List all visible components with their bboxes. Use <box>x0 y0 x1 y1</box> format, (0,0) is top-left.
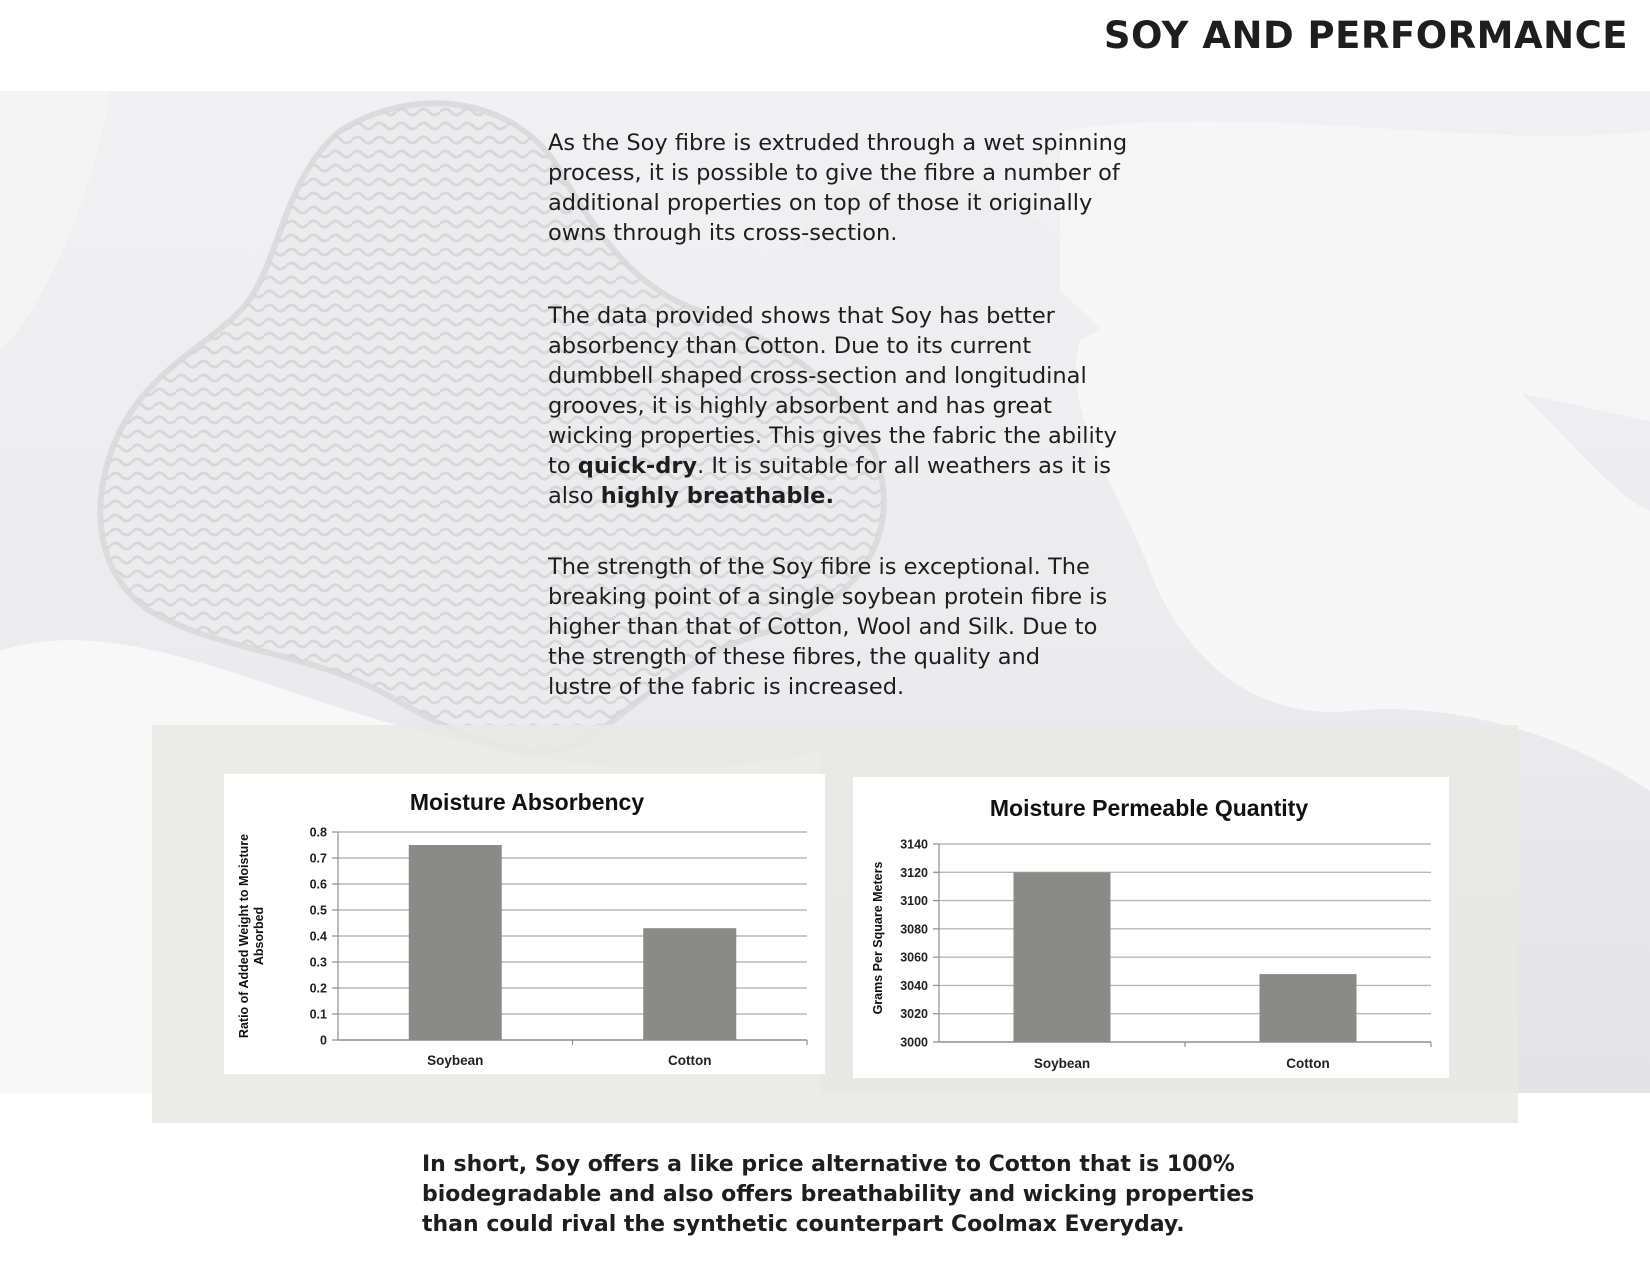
chart-title: Moisture Absorbency <box>409 789 645 815</box>
y-tick-label: 0 <box>320 1033 327 1048</box>
quick-dry-emphasis: quick-dry <box>577 453 698 479</box>
y-tick-label: 3040 <box>900 978 928 993</box>
bar-cotton <box>1260 974 1357 1042</box>
y-tick-label: 0.3 <box>309 955 327 970</box>
y-axis-label: Absorbed <box>252 906 266 966</box>
paragraph-absorbency <box>548 301 1138 511</box>
paragraph-wet-spinning: As the Soy fibre is extruded through a wet spinning process, it is possible to give the fibre a number of additional properties on top of those it originally owns through its cross-section. <box>548 130 1128 246</box>
y-tick-label: 3080 <box>900 922 928 937</box>
moisture-permeable-quantity-chart-svg <box>853 777 1449 1078</box>
moisture-absorbency-chart-svg <box>224 774 825 1074</box>
category-label: Soybean <box>1033 1056 1091 1071</box>
y-tick-label: 0.5 <box>309 903 327 918</box>
highly-breathable-emphasis: highly breathable <box>600 483 826 509</box>
bar-soybean <box>1014 872 1111 1042</box>
y-tick-label: 3020 <box>900 1007 928 1022</box>
bar-cotton <box>643 928 736 1040</box>
y-tick-label: 3120 <box>900 865 928 880</box>
moisture-absorbency-chart <box>224 774 825 1074</box>
paragraph-absorbency-text-2: . It is suitable for all weathers as it is also <box>548 453 1111 509</box>
paragraph-absorbency-text-1: The data provided shows that Soy has better absorbency than Cotton. Due to its current dumbbell shaped cross-section and longitudinal grooves, it is highly absorbent and has great wicking properties. This gives the fabric the ability to <box>548 303 1117 479</box>
y-tick-label: 0.6 <box>309 877 327 892</box>
y-tick-label: 0.4 <box>309 929 327 944</box>
y-axis-label: Ratio of Added Weight to Moisture <box>237 833 251 1039</box>
page-title: SOY AND PERFORMANCE <box>1103 14 1628 57</box>
category-label: Soybean <box>427 1053 484 1068</box>
paragraph-strength: The strength of the Soy fibre is exceptional. The breaking point of a single soybean protein fibre is higher than that of Cotton, Wool and Silk. Due to the strength of these fibres, the quality and lustre of the fabric is increased. <box>548 554 1108 700</box>
y-tick-label: 0.1 <box>309 1007 327 1022</box>
paragraph-absorbency-text-3: . <box>825 483 834 509</box>
y-tick-label: 3060 <box>900 950 928 965</box>
y-tick-label: 3100 <box>900 894 928 909</box>
y-tick-label: 0.2 <box>309 981 327 996</box>
y-tick-label: 0.7 <box>309 851 327 866</box>
category-label: Cotton <box>668 1053 712 1068</box>
y-tick-label: 0.8 <box>309 825 327 840</box>
y-axis-label: Grams Per Square Meters <box>871 861 885 1015</box>
category-label: Cotton <box>1286 1056 1330 1071</box>
y-tick-label: 3140 <box>900 837 928 852</box>
chart-title: Moisture Permeable Quantity <box>989 795 1309 821</box>
bar-soybean <box>409 845 502 1040</box>
summary-statement: In short, Soy offers a like price alternative to Cotton that is 100% biodegradable and also offers breathability and wicking properties than could rival the synthetic counterpart Coolmax Everyday. <box>422 1152 1255 1237</box>
y-tick-label: 3000 <box>900 1035 928 1050</box>
moisture-permeable-quantity-chart <box>853 777 1449 1078</box>
